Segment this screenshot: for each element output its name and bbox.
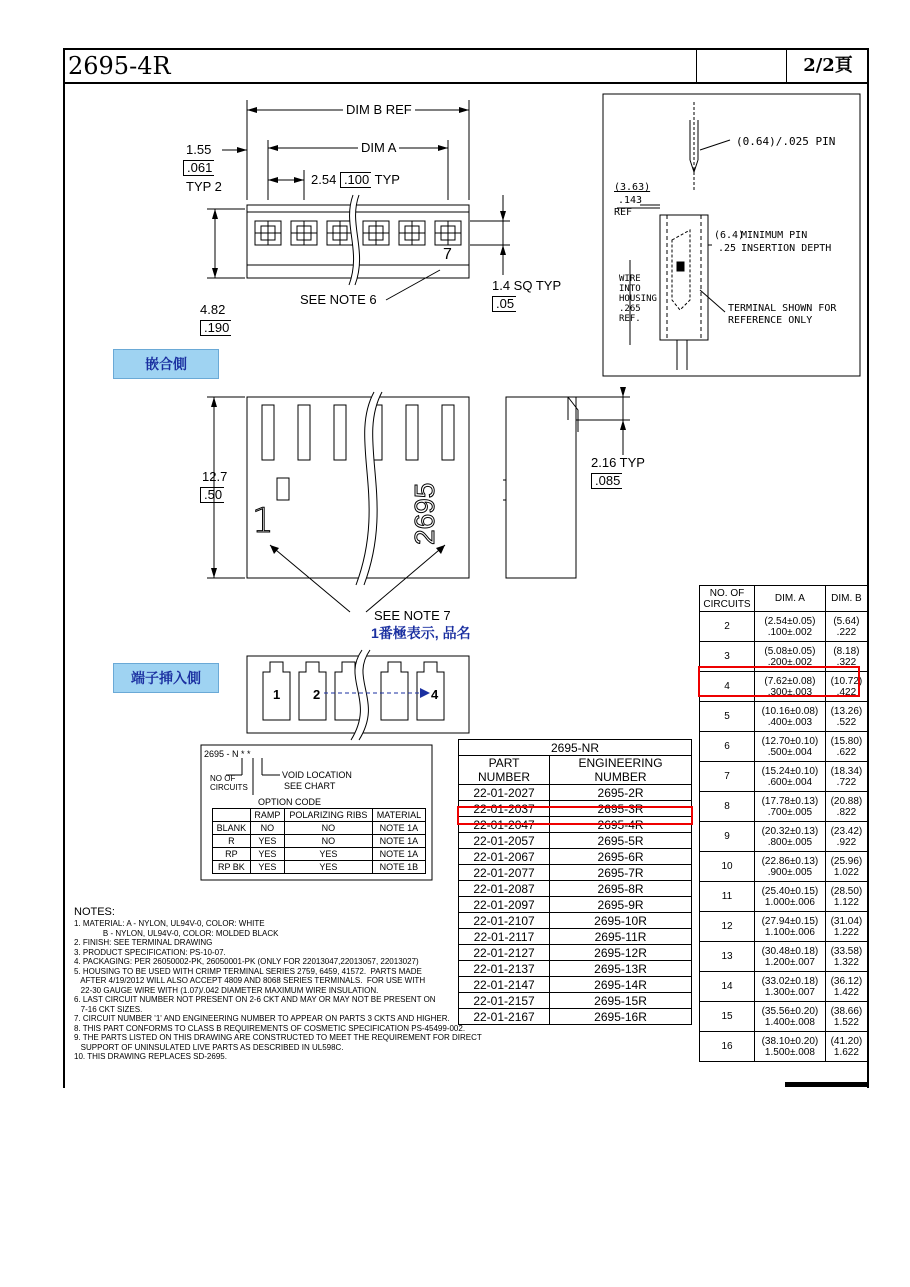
ref-dim-in: .143: [618, 195, 643, 206]
note-line: AFTER 4/19/2012 WILL ALSO ACCEPT 4809 AND 8068 SERIES TERMINALS. FOR USE WITH: [74, 976, 426, 985]
circuit-count: 16: [700, 1032, 755, 1062]
notes-heading: NOTES:: [74, 906, 115, 918]
notes-block: [74, 905, 482, 1062]
circuit-count: 2: [700, 612, 755, 642]
table-row: [459, 897, 692, 913]
table-row: [459, 961, 692, 977]
circuit-count: 12: [700, 912, 755, 942]
table-row: [700, 762, 868, 792]
table-row: [459, 833, 692, 849]
wire-into-housing: WIRE INTO HOUSING .265 REF.: [619, 274, 657, 324]
table-row: [700, 1032, 868, 1062]
table-cell: 2695-13R: [550, 961, 692, 977]
table-row: [700, 1002, 868, 1032]
table-row: [700, 702, 868, 732]
table-cell: 2695-14R: [550, 977, 692, 993]
circuit-count: 3: [700, 642, 755, 672]
table-cell: 2695-3R: [550, 801, 692, 817]
dim-b-cell: (8.18) .322: [825, 642, 867, 672]
circuit-count: 6: [700, 732, 755, 762]
table-row: [459, 993, 692, 1009]
dim-b-cell: (25.96) 1.022: [825, 852, 867, 882]
dim-b-cell: (28.50) 1.122: [825, 882, 867, 912]
circuit-count: 15: [700, 1002, 755, 1032]
dim-b-cell: (33.58) 1.322: [825, 942, 867, 972]
note-line: 4. PACKAGING: PER 26050002-PK, 26050001-PK (ONLY FOR 22013047,22013057, 22013027): [74, 957, 419, 966]
circuit-count: 5: [700, 702, 755, 732]
dim-b-label: DIM B REF: [343, 103, 415, 117]
table-row: [700, 732, 868, 762]
table-row: RP YES YES NOTE 1A: [213, 848, 426, 861]
table-cell: 22-01-2167: [459, 1009, 550, 1025]
dim-a-cell: (38.10±0.20) 1.500±.008: [755, 1032, 826, 1062]
table-row: [459, 1009, 692, 1025]
note-line: 8. THIS PART CONFORMS TO CLASS B REQUIREMENTS OF COSMETIC SPECIFICATION PS-45499-002.: [74, 1023, 466, 1033]
table-cell: 22-01-2047: [459, 817, 550, 833]
pin-number-4: 4: [431, 687, 439, 702]
height-12-7: 12.7: [202, 469, 228, 484]
min-depth-label-2: INSERTION DEPTH: [741, 243, 832, 254]
table-row: [700, 612, 868, 642]
table-cell: 2695-12R: [550, 945, 692, 961]
note-line: 1. MATERIAL: A - NYLON, UL94V-0, COLOR: WHITE: [74, 919, 265, 928]
dim-a-cell: (10.16±0.08) .400±.003: [755, 702, 826, 732]
table-cell: 2695-2R: [550, 785, 692, 801]
table-cell: 22-01-2067: [459, 849, 550, 865]
pin1-and-part-name-note: 1番極表示, 品名: [371, 625, 471, 641]
table-row: [700, 852, 868, 882]
circuit-count: 9: [700, 822, 755, 852]
ref-dim-mm: (3.63): [614, 182, 651, 193]
dim-a-cell: (2.54±0.05) .100±.002: [755, 612, 826, 642]
edge-dim-typ: TYP 2: [186, 179, 222, 194]
table-cell: 22-01-2137: [459, 961, 550, 977]
dim-a-label: DIM A: [358, 141, 399, 155]
page-number: 2/2頁: [786, 48, 869, 84]
note-line: 5. HOUSING TO BE USED WITH CRIMP TERMINAL SERIES 2759, 6459, 41572. PARTS MADE: [74, 966, 422, 976]
table-cell: 22-01-2107: [459, 913, 550, 929]
thickness-dim: 2.16 TYP: [591, 455, 645, 470]
dim-a-cell: (7.62±0.08) .300±.003: [755, 672, 826, 702]
table-row: [700, 882, 868, 912]
option-code-table: RAMP POLARIZING RIBS MATERIAL BLANK NO NO NOTE 1A R YES NO NOTE 1A RP YES YES NOTE 1A RP BK YES YES NOTE 1B: [212, 808, 426, 874]
table-row: [459, 881, 692, 897]
table-row: [459, 849, 692, 865]
dim-a-cell: (35.56±0.20) 1.400±.008: [755, 1002, 826, 1032]
no-of-circuits-label: NO OF CIRCUITS: [210, 774, 248, 792]
table-cell: 22-01-2057: [459, 833, 550, 849]
part-number-table: 2695-NR PART NUMBER ENGINEERING NUMBER 22-01-2027 2695-2R 22-01-2037 2695-3R 22-01-2047 2695-4R 22-01-2057 2695-5R 22-01-2067 2695-6R 22-01-2077 2695-7R 22-01-2087 2695-8R 22-01-2097 2695-9R 22-01-2107 2695-10R 22-01-2117 2695-11R 22-01-2127 2695-12R 22-01-2137 2695-13R 22-01-2147 2695-14R 22-01-2157 2695-15R 22-01-2167 2695-16R: [458, 739, 692, 1025]
note-line: 22-30 GAUGE WIRE WITH (1.07)/.042 DIAMETER MAXIMUM WIRE INSULATION.: [74, 985, 379, 995]
note-line: B - NYLON, UL94V-0, COLOR: MOLDED BLACK: [74, 928, 279, 938]
sq-dim-mm: 1.4 SQ TYP: [492, 278, 562, 293]
table-cell: 22-01-2037: [459, 801, 550, 817]
table-cell: 2695-10R: [550, 913, 692, 929]
selected-part-highlight: [457, 806, 693, 825]
height-0-50: .50: [200, 487, 224, 503]
circuit-count: 4: [700, 672, 755, 702]
note-line: 7-16 CKT SIZES.: [74, 1004, 143, 1014]
note-line: 10. THIS DRAWING REPLACES SD-2695.: [74, 1052, 227, 1061]
note-line: 7. CIRCUIT NUMBER '1' AND ENGINEERING NUMBER TO APPEAR ON PARTS 3 CKTS AND HIGHER.: [74, 1014, 450, 1023]
table-cell: 2695-9R: [550, 897, 692, 913]
table-row: [459, 977, 692, 993]
table-cell: 22-01-2087: [459, 881, 550, 897]
option-code-pattern: 2695 - N * *: [204, 749, 251, 759]
circuit-count: 11: [700, 882, 755, 912]
part-marking: 2695: [409, 482, 440, 545]
dim-a-cell: (30.48±0.18) 1.200±.007: [755, 942, 826, 972]
min-depth-label-1: MINIMUM PIN: [741, 230, 808, 241]
dim-b-cell: (36.12) 1.422: [825, 972, 867, 1002]
dim-b-cell: (10.72) .422: [825, 672, 867, 702]
table-row: [700, 942, 868, 972]
table-cell: 2695-7R: [550, 865, 692, 881]
note-line: 3. PRODUCT SPECIFICATION: PS-10-07.: [74, 947, 226, 957]
dim-a-cell: (5.08±0.05) .200±.002: [755, 642, 826, 672]
terminal-side-label: 端子挿入側: [113, 663, 219, 693]
dim-b-cell: (20.88) .822: [825, 792, 867, 822]
table-cell: 2695-6R: [550, 849, 692, 865]
table-row: [700, 912, 868, 942]
min-depth-mm: (6.4): [714, 230, 745, 241]
dim-a-cell: (15.24±0.10) .600±.004: [755, 762, 826, 792]
dim-b-cell: (38.66) 1.522: [825, 1002, 867, 1032]
pitch-dim: 2.54 .100 TYP: [311, 172, 400, 187]
table-cell: 2695-4R: [550, 817, 692, 833]
dim-b-cell: (18.34) .722: [825, 762, 867, 792]
terminal-ref-1: TERMINAL SHOWN FOR: [728, 303, 837, 314]
table-row: [459, 929, 692, 945]
see-note-7: SEE NOTE 7: [374, 608, 451, 623]
table-cell: 22-01-2077: [459, 865, 550, 881]
void-location-label: VOID LOCATION SEE CHART: [282, 770, 352, 791]
dim-b-cell: (23.42) .922: [825, 822, 867, 852]
table-row: RP BK YES YES NOTE 1B: [213, 861, 426, 874]
ref-dim-label: REF: [614, 207, 633, 218]
table-cell: 2695-16R: [550, 1009, 692, 1025]
min-depth-in: .25: [718, 243, 737, 254]
circuit-7-mark: 7: [443, 246, 452, 263]
circuit-count: 13: [700, 942, 755, 972]
top-view-drawing: [207, 100, 510, 300]
table-row: [700, 792, 868, 822]
note-line: 9. THE PARTS LISTED ON THIS DRAWING ARE CONSTRUCTED TO MEET THE REQUIREMENT FOR DIRECT: [74, 1033, 482, 1042]
table-cell: 22-01-2127: [459, 945, 550, 961]
dim-a-cell: (25.40±0.15) 1.000±.006: [755, 882, 826, 912]
edge-dim-mm: 1.55: [186, 142, 212, 157]
height-dim-in: .190: [200, 320, 231, 336]
table-row: [459, 785, 692, 801]
dim-a-cell: (20.32±0.13) .800±.005: [755, 822, 826, 852]
circuit-dimension-table: NO. OF CIRCUITS DIM. A DIM. B 2 (2.54±0.05) .100±.002 (5.64) .222 3 (5.08±0.05) .200±.002 (8.18) .322 4 (7.62±0.08) .300±.003 (10.72) .422 5 (10.16±0.08) .400±.003 (13.26) .522 6 (12.70±0.10) .500±.004 (15.80) .622 7 (15.24±0.10) .600±.004 (18.34) .722 8 (17.78±0.13) .700±.005 (20.88) .822 9 (20.32±0.13) .800±.005 (23.42) .922 10 (22.86±0.13) .900±.005 (25.96) 1.022 11 (25.40±0.15) 1.000±.006 (28.50) 1.122 12 (27.94±0.15) 1.100±.006 (31.04) 1.222 13 (30.48±0.18) 1.200±.007 (33.58) 1.322 14 (33.02±0.18) 1.300±.007 (36.12) 1.422 15 (35.56±0.20) 1.400±.008 (38.66) 1.522 16 (38.10±0.20) 1.500±.008 (41.20) 1.622: [699, 585, 868, 1062]
table-cell: 2695-15R: [550, 993, 692, 1009]
table-row: [459, 913, 692, 929]
dim-a-cell: (17.78±0.13) .700±.005: [755, 792, 826, 822]
note-line: 2. FINISH: SEE TERMINAL DRAWING: [74, 938, 213, 947]
dim-b-cell: (13.26) .522: [825, 702, 867, 732]
dim-b-cell: (5.64) .222: [825, 612, 867, 642]
selected-circuit-highlight: [698, 666, 860, 697]
table-cell: 22-01-2097: [459, 897, 550, 913]
dim-b-cell: (31.04) 1.222: [825, 912, 867, 942]
note-line: SUPPORT OF UNINSULATED LIVE PARTS AS DESCRIBED IN UL598C.: [74, 1042, 344, 1052]
dim-b-cell: (41.20) 1.622: [825, 1032, 867, 1062]
table-cell: 22-01-2157: [459, 993, 550, 1009]
table-cell: 22-01-2147: [459, 977, 550, 993]
table-row: R YES NO NOTE 1A: [213, 835, 426, 848]
see-note-6: SEE NOTE 6: [300, 292, 377, 307]
pin-number-2: 2: [313, 687, 321, 702]
circuit-count: 8: [700, 792, 755, 822]
terminal-ref-2: REFERENCE ONLY: [728, 315, 813, 326]
circuit-count: 10: [700, 852, 755, 882]
table-row: [700, 972, 868, 1002]
table-cell: 22-01-2117: [459, 929, 550, 945]
dim-a-cell: (22.86±0.13) .900±.005: [755, 852, 826, 882]
dim-b-cell: (15.80) .622: [825, 732, 867, 762]
dim-a-cell: (27.94±0.15) 1.100±.006: [755, 912, 826, 942]
table-row: BLANK NO NO NOTE 1A: [213, 822, 426, 835]
sq-dim-in: .05: [492, 296, 516, 312]
table-cell: 2695-11R: [550, 929, 692, 945]
table-cell: 2695-5R: [550, 833, 692, 849]
table-cell: 2695-8R: [550, 881, 692, 897]
pin1-mark: 1: [252, 501, 274, 541]
circuit-count: 7: [700, 762, 755, 792]
drawing-title: 2695-4R: [68, 52, 171, 80]
dim-a-cell: (12.70±0.10) .500±.004: [755, 732, 826, 762]
dim-a-cell: (33.02±0.18) 1.300±.007: [755, 972, 826, 1002]
table-row: [459, 865, 692, 881]
part-table-title: 2695-NR: [459, 740, 692, 756]
table-row: [700, 822, 868, 852]
table-cell: 22-01-2027: [459, 785, 550, 801]
edge-dim-in: .061: [183, 160, 214, 176]
pin-number-1: 1: [273, 687, 281, 702]
table-row: [459, 945, 692, 961]
mating-side-label: 嵌合側: [113, 349, 219, 379]
thickness-dim-in: .085: [591, 473, 622, 489]
option-code-label: OPTION CODE: [258, 797, 322, 807]
pin-dim: (0.64)/.025 PIN: [736, 135, 836, 148]
height-dim-mm: 4.82: [200, 302, 226, 317]
circuit-count: 14: [700, 972, 755, 1002]
note-line: 6. LAST CIRCUIT NUMBER NOT PRESENT ON 2-6 CKT AND MAY OR MAY NOT BE PRESENT ON: [74, 995, 436, 1004]
